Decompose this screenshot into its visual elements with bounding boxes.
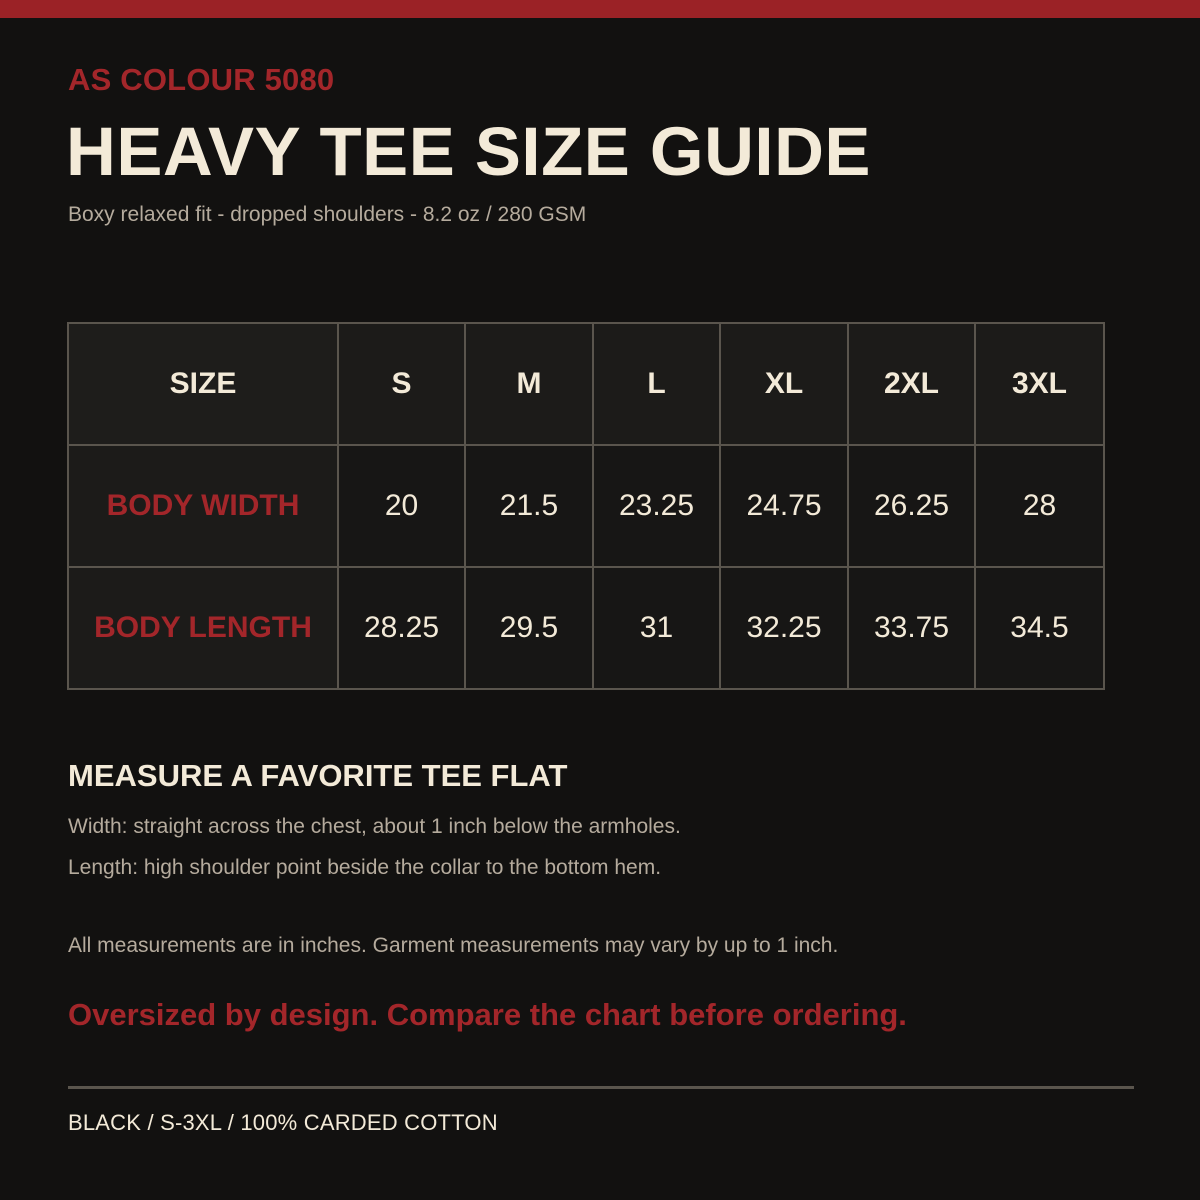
size-header-cell: SIZE — [68, 323, 338, 445]
table-cell: 20 — [338, 445, 465, 567]
table-header-row — [68, 323, 1104, 445]
size-column-header: L — [593, 323, 720, 445]
table-cell: 29.5 — [465, 567, 593, 689]
size-table — [67, 322, 1105, 690]
table-cell: 28.25 — [338, 567, 465, 689]
size-column-header: 2XL — [848, 323, 975, 445]
row-label-body-length: BODY LENGTH — [68, 567, 338, 689]
table-cell: 26.25 — [848, 445, 975, 567]
size-column-header: XL — [720, 323, 848, 445]
units-note: All measurements are in inches. Garment measurements may vary by up to 1 inch. — [68, 934, 839, 957]
table-cell: 31 — [593, 567, 720, 689]
table-cell: 32.25 — [720, 567, 848, 689]
table-cell: 33.75 — [848, 567, 975, 689]
size-column-header: S — [338, 323, 465, 445]
fit-callout: Oversized by design. Compare the chart before ordering. — [68, 997, 907, 1032]
size-column-header: 3XL — [975, 323, 1104, 445]
table-cell: 28 — [975, 445, 1104, 567]
row-label-body-width: BODY WIDTH — [68, 445, 338, 567]
table-cell: 34.5 — [975, 567, 1104, 689]
product-footer: BLACK / S-3XL / 100% CARDED COTTON — [68, 1110, 498, 1135]
size-column-header: M — [465, 323, 593, 445]
width-instruction: Width: straight across the chest, about 1 inch below the armholes. — [68, 815, 681, 838]
measure-heading: MEASURE A FAVORITE TEE FLAT — [68, 758, 568, 793]
page-subtitle: Boxy relaxed fit - dropped shoulders - 8.2 oz / 280 GSM — [68, 203, 587, 226]
length-instruction: Length: high shoulder point beside the collar to the bottom hem. — [68, 856, 662, 879]
table-cell: 21.5 — [465, 445, 593, 567]
accent-top-bar — [0, 0, 1200, 18]
table-row — [68, 445, 1104, 567]
table-cell: 24.75 — [720, 445, 848, 567]
page-title: HEAVY TEE SIZE GUIDE — [66, 113, 871, 190]
table-row — [68, 567, 1104, 689]
table-cell: 23.25 — [593, 445, 720, 567]
product-code: AS COLOUR 5080 — [68, 62, 335, 97]
footer-divider — [68, 1086, 1134, 1089]
